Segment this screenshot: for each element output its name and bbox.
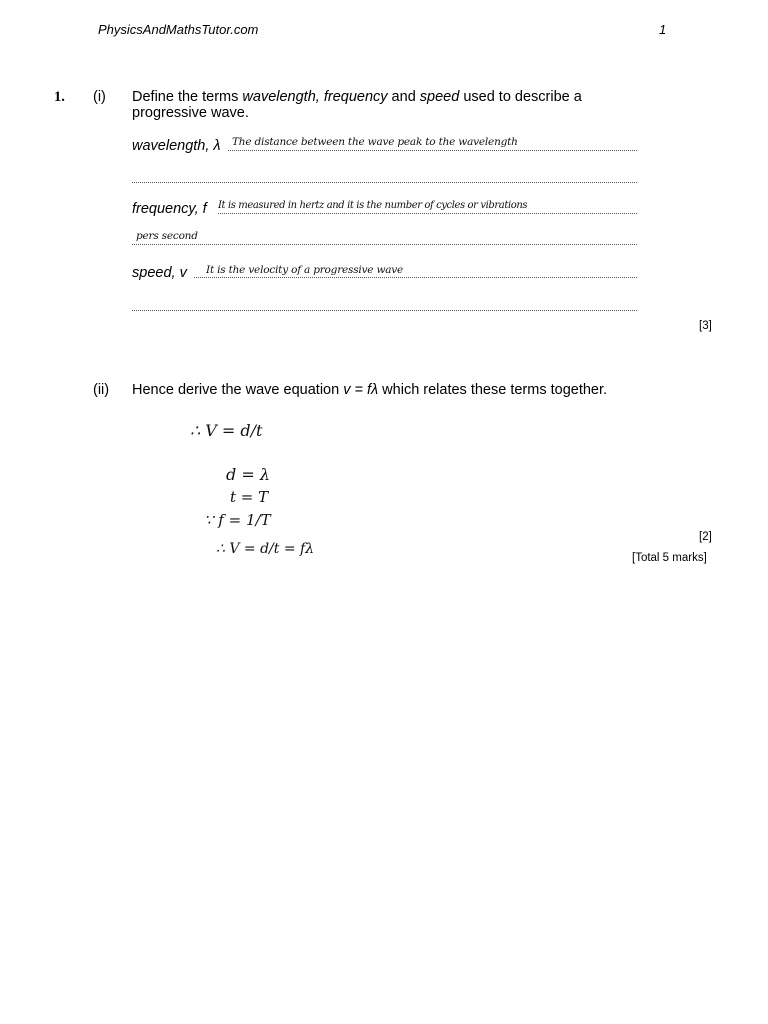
prompt-text-post: used to describe a: [459, 89, 582, 105]
speed-answer: It is the velocity of a progressive wave: [206, 264, 404, 276]
working-line-3: t = T: [230, 488, 269, 506]
term-frequency: frequency: [323, 89, 388, 105]
part-i-marks: [3]: [699, 320, 712, 332]
part-ii-marks: [2]: [699, 531, 712, 543]
term-speed: speed: [419, 89, 460, 105]
answer-line: [132, 180, 637, 183]
frequency-label: frequency, f: [132, 201, 207, 217]
working-line-5: ∴ V = d/t = fλ: [216, 541, 315, 557]
part-i-prompt-line2: progressive wave.: [132, 105, 249, 121]
page-number: 1: [659, 22, 667, 37]
working-line-1: ∴ V = d/t: [190, 421, 263, 440]
frequency-answer-line1: It is measured in hertz and it is the number of cycles or vibrations: [218, 200, 528, 211]
part-i-label: (i): [93, 89, 106, 105]
term-wavelength: wavelength,: [242, 89, 320, 105]
wavelength-answer: The distance between the wave peak to the wavelength: [232, 136, 518, 148]
answer-line: [218, 211, 637, 214]
answer-line: [132, 308, 637, 311]
part-ii-prompt: [132, 382, 607, 398]
site-header: PhysicsAndMathsTutor.com: [98, 22, 259, 37]
prompt-text-pre: Define the terms: [132, 89, 243, 105]
question-number: 1.: [54, 89, 65, 105]
prompt-text-and: and: [387, 89, 420, 105]
answer-line: [132, 242, 637, 245]
wave-equation: v = fλ: [343, 382, 379, 398]
prompt-text-post: which relates these terms together.: [378, 382, 608, 398]
speed-label: speed, v: [132, 265, 187, 281]
part-i-prompt: [132, 89, 582, 105]
total-marks: [Total 5 marks]: [632, 552, 707, 564]
prompt-text-pre: Hence derive the wave equation: [132, 382, 344, 398]
wavelength-label: wavelength, λ: [132, 138, 221, 154]
frequency-answer-line2: pers second: [136, 230, 198, 242]
working-line-4: ∵ f = 1/T: [204, 511, 271, 529]
answer-line: [228, 148, 637, 151]
working-line-2: d = λ: [226, 465, 270, 484]
part-ii-label: (ii): [93, 382, 110, 398]
